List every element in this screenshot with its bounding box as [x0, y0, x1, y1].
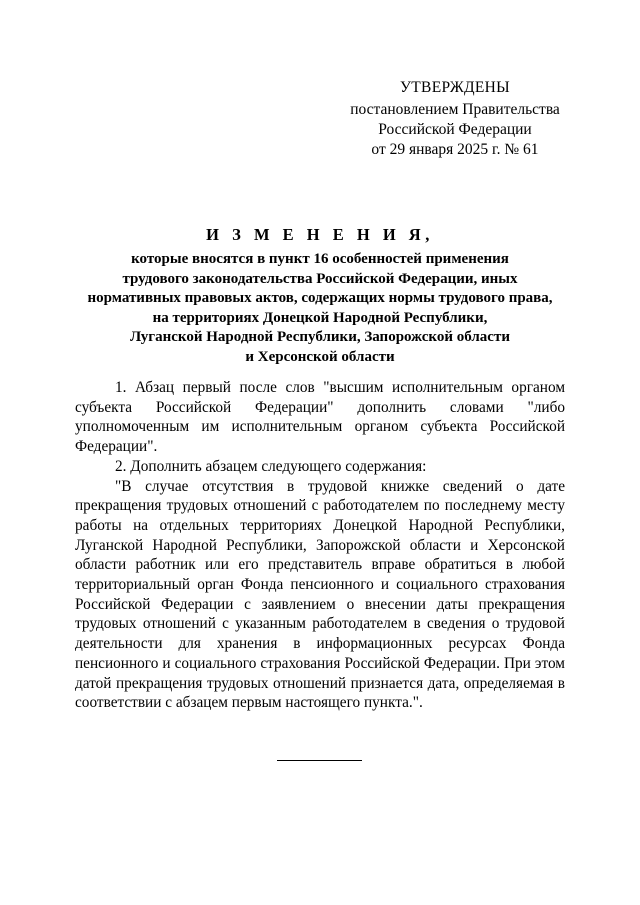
- document-subtitle-line: и Херсонской области: [245, 348, 395, 365]
- document-heading: И З М Е Н Е Н И Я,: [206, 225, 434, 244]
- approval-line: от 29 января 2025 г. № 61: [371, 141, 539, 158]
- body-paragraph: 1. Абзац первый после слов "высшим исполнительным органом субъекта Российской Федерации" дополнить словами "либо уполномоченным им исполнительным органом субъекта Российской Федерации".: [75, 379, 565, 456]
- document-subtitle-line: на территориях Донецкой Народной Республики,: [152, 309, 488, 326]
- document-body: [75, 378, 565, 713]
- document-subtitle-line: Луганской Народной Республики, Запорожской области: [130, 329, 510, 346]
- document-subtitle-line: нормативных правовых актов, содержащих нормы трудового права,: [87, 290, 553, 307]
- document-subtitle-line: которые вносятся в пункт 16 особенностей применения: [131, 251, 509, 267]
- approval-block: [310, 78, 600, 160]
- document-subtitle-line: трудового законодательства Российской Федерации, иных: [122, 270, 518, 287]
- body-paragraph: "В случае отсутствия в трудовой книжке сведений о дате прекращения трудовых отношений с работодателем по последнему месту работы на отдельных территориях Донецкой Народной Республики, Луганской Народной Республики, Запорожской области и Херсонской области работник или его представитель вправе обратиться в любой территориальный орган Фонда пенсионного и социального страхования Российской Федерации с заявлением о внесении даты прекращения трудовых отношений с указанным работодателем в сведения о трудовой деятельности для хранения в информационных ресурсах Фонда пенсионного и социального страхования Российской Федерации. При этом датой прекращения трудовых отношений признается дата, определяемая в соответствии с абзацем первым настоящего пункта.".: [75, 477, 565, 712]
- approval-line: постановлением Правительства: [350, 101, 560, 118]
- body-paragraph: 2. Дополнить абзацем следующего содержания:: [115, 457, 427, 475]
- document-title-block: [60, 224, 580, 368]
- end-separator-line: [277, 760, 362, 761]
- approval-heading: УТВЕРЖДЕНЫ: [400, 79, 510, 96]
- approval-line: Российской Федерации: [378, 121, 532, 138]
